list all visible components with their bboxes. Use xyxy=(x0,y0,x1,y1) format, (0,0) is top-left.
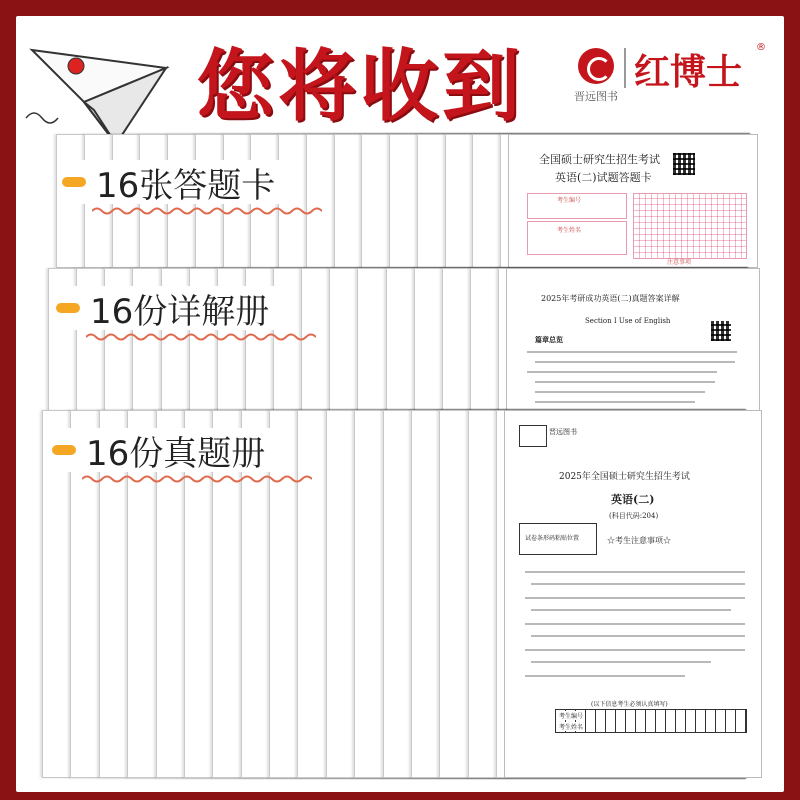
exam-book-front xyxy=(504,410,762,778)
row-label-explanation-books xyxy=(52,286,279,330)
answer-card-subtitle: 英语(二)试题答题卡 xyxy=(555,171,652,184)
qr-code xyxy=(673,153,695,175)
exam-title: 2025年全国硕士研究生招生考试 xyxy=(559,472,690,482)
page-title: 您将收到 xyxy=(196,42,525,132)
barcode-label: 试卷条形码粘贴位置 xyxy=(525,535,580,542)
qr-code xyxy=(711,321,731,341)
bubble-grid xyxy=(633,193,747,259)
publisher-name: 晋远图书 xyxy=(549,428,577,436)
fill-note: (以下信息考生必须认真填写) xyxy=(591,701,668,708)
bullet-dot xyxy=(52,445,76,455)
notice-label: 注意事项 xyxy=(667,259,692,266)
bullet-dot xyxy=(56,303,80,313)
answer-card-title: 全国硕士研究生招生考试 xyxy=(539,153,660,166)
row-label-answer-cards xyxy=(58,160,285,204)
squiggle-underline xyxy=(82,474,312,484)
squiggle-underline xyxy=(86,332,316,342)
publisher-logo xyxy=(519,425,547,447)
exam-subject: 英语(二) xyxy=(611,493,655,506)
row-label-text: 16份详解册 xyxy=(90,291,270,332)
bullet-dot xyxy=(62,177,86,187)
squiggle-underline xyxy=(92,206,322,216)
name-label: 考生姓名 xyxy=(559,724,584,731)
brand-mark-icon xyxy=(578,48,614,84)
explanation-title: 2025年考研成功英语(二)真题答案详解 xyxy=(541,294,680,303)
exam-number-label: 考生编号 xyxy=(557,197,582,204)
row-label-text: 16份真题册 xyxy=(86,433,266,474)
notice-heading: ☆考生注意事项☆ xyxy=(607,536,671,545)
chapter-label: 篇章总览 xyxy=(535,335,563,344)
brand-registered: ® xyxy=(756,42,766,53)
brand-divider xyxy=(624,48,626,88)
answer-card-front xyxy=(508,134,758,268)
row-label-text: 16张答题卡 xyxy=(96,165,276,206)
row-label-exam-books xyxy=(48,428,275,472)
exam-number-label: 考生编号 xyxy=(559,713,584,720)
explanation-book-front xyxy=(506,268,760,430)
brand-subtitle: 晋远图书 xyxy=(574,90,618,103)
brand-name: 红博士 xyxy=(634,52,743,93)
name-label: 考生姓名 xyxy=(557,227,582,234)
exam-code: (科目代码:204) xyxy=(609,512,659,520)
explanation-section: Section I Use of English xyxy=(585,317,671,325)
